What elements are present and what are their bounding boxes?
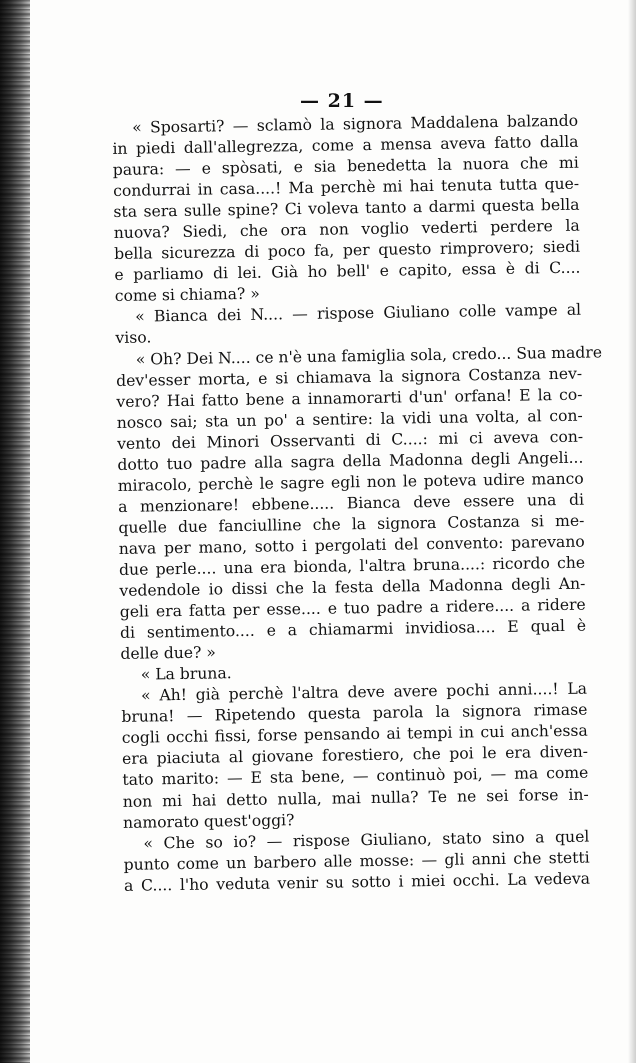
page-number: — 21 — (300, 90, 384, 112)
text-line: era piaciuta al giovane forestiero, che poi le era diven- (121, 743, 589, 769)
text-line: e parliamo di lei. Già ho bell' e capito, essa è di C.... (114, 258, 581, 285)
text-line: nosco sai; sta un po' a sentire: la vidi una volta, al con- (116, 406, 583, 432)
text-line: dev'esser morta, e si chiamava la signora Costanza nev- (115, 364, 583, 390)
text-line: bella sicurezza di poco fa, per questo rimprovero; siedi (113, 237, 581, 264)
text-line: delle due? » (120, 643, 217, 664)
page-edge-shadow (628, 0, 636, 1063)
text-line: a C.... l'ho veduta venir su sotto i miei occhi. La vedeva (123, 869, 591, 895)
text-line: cogli occhi fissi, forse pensando ai tempi in cui anch'essa (121, 721, 588, 748)
text-line: « Oh? Dei N.... ce n'è una famiglia sola, credo... Sua madre (135, 342, 603, 369)
text-line: sta sera sulle spine? Ci voleva tanto a darmi questa bella (113, 195, 580, 222)
text-line: « Ah! già perchè l'altra deve avere pochi anni....! La (140, 679, 588, 705)
text-line: « Bianca dei N.... — rispose Giuliano colle vampe al (134, 301, 582, 327)
text-line: di sentimento.... e a chiamarmi invidiosa.... E qual è (119, 616, 587, 643)
text-line: come si chiama? » (114, 285, 260, 306)
binding-edge (0, 0, 30, 1063)
text-line: geli era fatta per esse.... e tuo padre a ridere.... a ridere (119, 595, 586, 622)
text-line: nava per mano, sotto i pergolati del convento: parevano (118, 532, 585, 558)
text-line: namorato quest'oggi? (122, 810, 295, 832)
text-line: paura: — e spòsati, e sia benedetta la nuora che mi (112, 153, 579, 180)
text-line: in piedi dall'allegrezza, come a mensa aveva fatto dalla (112, 132, 579, 159)
text-line: tato marito: — E sta bene, — continuò poi, — ma come (122, 764, 589, 790)
text-line: dotto tuo padre alla sagra della Madonna degli Angeli... (117, 448, 584, 474)
text-line: viso. (115, 328, 152, 348)
text-line: quelle due fanciulline che la signora Costanza si me- (118, 511, 585, 537)
text-line: « Che so io? — rispose Giuliano, stato sino a quel (143, 827, 590, 853)
text-line: vento dei Minori Osservanti di C....: mi ci aveva con- (116, 427, 584, 453)
text-line: « Sposarti? — sclamò la signora Maddalena balzando (132, 111, 579, 137)
text-line: non mi hai detto nulla, mai nulla? Te ne sei forse in- (122, 785, 589, 811)
text-line: due perle.... una era bionda, l'altra bruna....: ricordo che (118, 553, 586, 579)
text-line: punto come un barbero alle mosse: — gli anni che stetti (123, 848, 590, 874)
text-line: vero? Hai fatto bene a innamorarti d'un' orfana! E la co- (116, 385, 583, 411)
text-line: « La bruna. (140, 664, 232, 684)
text-line: condurrai in casa....! Ma perchè mi hai tenuta tutta que- (113, 174, 580, 201)
body-text (112, 111, 603, 897)
text-line: bruna! — Ripetendo questa parola la signora rimase (121, 700, 588, 727)
text-line: nuova? Siedi, che ora non voglio vederti perdere la (113, 216, 580, 243)
text-line: miracolo, perchè le sagre egli non le poteva udire manco (117, 469, 584, 495)
text-line: vedendole io dissi che la festa della Madonna degli An- (119, 574, 586, 600)
text-line: a menzionare! ebbene..... Bianca deve essere una di (117, 490, 585, 516)
